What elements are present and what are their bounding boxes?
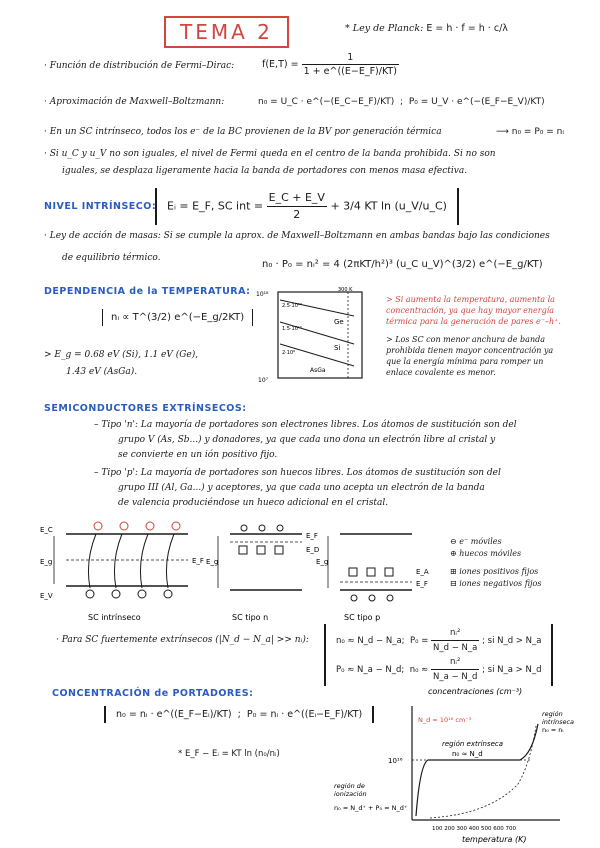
planck-law xyxy=(345,22,508,35)
n-donor-ion xyxy=(239,546,247,554)
intrinsic-text: · En un SC intrínseco, todos los e⁻ de la BC provienen de la BV por generación térmica xyxy=(44,127,442,137)
n-electron xyxy=(259,525,265,531)
legend-holes-text: huecos móviles xyxy=(459,549,522,558)
graph2-intr2: intrínseca xyxy=(542,718,575,726)
conc-sep: ; xyxy=(237,709,241,720)
strong-formula xyxy=(324,624,553,686)
graph2-y16: 10¹⁶ xyxy=(388,757,403,765)
p-ef-label: E_F xyxy=(416,580,428,588)
intr-electron xyxy=(172,522,180,530)
fermi-den: 1 + e^((E−E_F)/KT) xyxy=(303,66,397,77)
mb-formulas xyxy=(258,96,545,109)
extr-heading: SEMICONDUCTORES EXTRÍNSECOS: xyxy=(44,403,247,414)
p-hole xyxy=(351,595,357,601)
legend-pos-ions-text: iones positivos fijos xyxy=(459,567,539,576)
intr-hole xyxy=(86,590,94,598)
mb-text: · Aproximación de Maxwell–Boltzmann: xyxy=(44,97,225,107)
strong-r1-num: nᵢ² xyxy=(431,626,479,641)
strong-row1: n₀ ≈ N_d − N_a; P₀ = $\frac{\text{nᵢ²}}{N\_d - N\_a}$ ; si N_d > N_a xyxy=(336,628,542,653)
graph2-ion3: n₀ ≈ N_d⁺ + P₀ ≈ N_d⁺ xyxy=(334,804,408,812)
temp-eg-line2: 1.43 eV (AsGa). xyxy=(66,367,138,377)
p-hole xyxy=(387,595,393,601)
extr-n-block xyxy=(94,418,517,463)
fermi-lhs: f(E,T) = xyxy=(262,59,299,70)
strong-text: · Para SC fuertemente extrínsecos (|N_d − N_a| >> nᵢ): xyxy=(56,635,309,645)
graph1-ytop: 10¹⁸ xyxy=(256,291,269,298)
strong-r1-den: N_d − N_a xyxy=(433,643,478,653)
n-donor-ion xyxy=(275,546,283,554)
graph2-intr3: n₀ ≈ nᵢ xyxy=(542,726,564,734)
graph1-ybot: 10⁷ xyxy=(258,377,269,384)
nivel-plus: + xyxy=(330,199,340,213)
band-type-n xyxy=(206,525,319,622)
strong-r2-a: P₀ ≈ N_a − N_d xyxy=(336,665,402,675)
nivel-heading: NIVEL INTRÍNSECO: xyxy=(44,201,157,212)
intr-hole xyxy=(138,590,146,598)
temp-note1-l1: > Si aumenta la temperatura, aumenta la xyxy=(386,295,555,304)
temp-formula: nᵢ ∝ T^(3/2) e^(−E_g/2KT) xyxy=(102,309,253,326)
planck-formula: E = h · f = h · c/λ xyxy=(426,23,508,34)
band-legend xyxy=(450,536,541,590)
temp-heading: DEPENDENCIA de la TEMPERATURA: xyxy=(44,286,251,297)
masas-line1: · Ley de acción de masas: Si se cumple la aprox. de Maxwell–Boltzmann en ambas bandas bajo las condiciones xyxy=(44,231,550,241)
extr-n-l3: se convierte en un ión positivo fijo. xyxy=(118,450,278,460)
p-ea-label: E_A xyxy=(416,568,429,576)
conc-heading: CONCENTRACIÓN de PORTADORES: xyxy=(52,688,254,699)
graph1-v2: 1.5·10¹⁰ xyxy=(282,326,302,332)
intr-electron xyxy=(94,522,102,530)
n-donor-ion xyxy=(257,546,265,554)
nivel-num: E_C + E_V xyxy=(267,190,327,207)
legend-electron-icon: ⊖ xyxy=(450,537,460,546)
mb-f1: n₀ = U_C · e^(−(E_C−E_F)/KT) xyxy=(258,97,395,107)
intr-hole xyxy=(164,590,172,598)
extr-p-l3: de valencia produciéndose un hueco adicional en el cristal. xyxy=(118,498,389,508)
nonequal-line2: iguales, se desplaza ligeramente hacia la banda de portadores con menos masa efectiva. xyxy=(62,166,468,176)
temp-note2-l4: enlace covalente es menor. xyxy=(386,368,496,377)
extr-p-l2: grupo III (Al, Ga...) y aceptores, ya que cada uno acepta un electrón de la banda xyxy=(118,483,485,493)
legend-neg-ions-text: iones negativos fijos xyxy=(459,579,542,588)
temp-note2-l2: prohibida tienen mayor concentración ya xyxy=(386,346,554,355)
nivel-tail: KT ln (u_V/u_C) xyxy=(364,199,447,213)
conc-f1: n₀ = nᵢ · e^((E_F−Eᵢ)/KT) xyxy=(116,709,232,720)
graph2-ion2: ionización xyxy=(334,790,367,798)
extr-n-l2: grupo V (As, Sb...) y donadores, ya que cada uno dona un electrón libre al cristal y xyxy=(118,435,496,445)
strong-row2: P₀ ≈ N_a − N_d; n₀ ≈ $\frac{\text{nᵢ²}}{N\_a - N\_d}$ ; si N_a > N_d xyxy=(336,657,542,682)
temperature-band-graph xyxy=(256,286,376,386)
graph1-asga-label: AsGa xyxy=(310,367,326,374)
strong-r1-b: P₀ = xyxy=(409,636,429,646)
intr-transition-arrows xyxy=(88,534,174,588)
conc-f2: P₀ = nᵢ · e^((Eᵢ−E_F)/KT) xyxy=(246,709,363,720)
intr-eg-label: E_g xyxy=(40,558,53,566)
n-caption: SC tipo n xyxy=(232,613,269,622)
temp-note1 xyxy=(386,294,561,327)
intr-ef-label: E_F xyxy=(192,557,204,565)
fermi-formula xyxy=(262,51,399,78)
nonequal-line1: · Si u_C y u_V no son iguales, el nivel de Fermi queda en el centro de la banda prohibida. Si no son xyxy=(44,149,496,159)
p-caption: SC tipo p xyxy=(344,613,381,622)
p-acceptor-ion xyxy=(367,568,375,576)
temp-note2-l3: que la energía mínima para romper un xyxy=(386,357,544,366)
graph2-ion1: región de xyxy=(334,782,365,790)
nivel-den: 2 xyxy=(293,208,301,221)
graph1-v3: 2·10⁶ xyxy=(282,350,296,356)
mb-f2: P₀ = U_V · e^(−(E_F−E_V)/KT) xyxy=(408,97,545,107)
band-type-p xyxy=(316,534,429,622)
p-acceptor-ion xyxy=(349,568,357,576)
intr-electron xyxy=(146,522,154,530)
graph2-nd: N_d = 10¹⁶ cm⁻³ xyxy=(418,716,472,724)
p-acceptor-ion xyxy=(385,568,393,576)
graph1-300k: 300 K xyxy=(338,287,353,293)
n-electron xyxy=(241,525,247,531)
legend-electrons-text: e⁻ móviles xyxy=(459,537,502,546)
temp-note1-l2: concentración, ya que hay mayor energía xyxy=(386,306,555,315)
n-ed-label: E_D xyxy=(306,546,320,554)
legend-pos-ions xyxy=(450,566,541,578)
masas-line2: de equilibrio térmico. xyxy=(62,253,161,263)
intr-caption: SC intrínseco xyxy=(88,613,141,622)
extr-n-l1: – Tipo 'n': La mayoría de portadores son electrones libres. Los átomos de sustitución son del xyxy=(94,420,517,430)
legend-neg-ions xyxy=(450,578,541,590)
graph2-n0-curve xyxy=(416,724,538,816)
legend-holes xyxy=(450,548,541,560)
strong-r1-a: n₀ ≈ N_d − N_a xyxy=(336,636,402,646)
graph2-intr1: región xyxy=(542,710,563,718)
graph2-n0nd: n₀ ≈ N_d xyxy=(452,750,483,758)
intr-hole xyxy=(112,590,120,598)
graph1-ge-label: Ge xyxy=(334,318,344,326)
planck-label: * Ley de Planck: xyxy=(345,23,424,34)
temp-eg-line1: > E_g = 0.68 eV (Si), 1.1 eV (Ge), xyxy=(44,350,199,360)
intr-ec-label: E_C xyxy=(40,526,53,534)
temp-note2-l1: > Los SC con menor anchura de banda xyxy=(386,335,545,344)
legend-neg-ion-icon: ⊟ xyxy=(450,579,460,588)
legend-pos-ion-icon: ⊞ xyxy=(450,567,460,576)
strong-r2-den: N_a − N_d xyxy=(433,672,478,682)
n-electron xyxy=(277,525,283,531)
nivel-formula xyxy=(155,188,459,225)
strong-r1-c: ; si N_d > N_a xyxy=(482,636,542,646)
mb-sep: ; xyxy=(400,97,404,107)
fermi-num: 1 xyxy=(302,51,399,65)
fermi-text: · Función de distribución de Fermi–Dirac: xyxy=(44,61,235,71)
graph1-v1: 2.5·10¹³ xyxy=(282,303,302,309)
graph2-extr: región extrínseca xyxy=(442,740,504,748)
graph2-xlabel: temperatura (K) xyxy=(462,835,527,844)
graph2-title: concentraciones (cm⁻³) xyxy=(428,687,523,696)
strong-r2-b: n₀ ≈ xyxy=(409,665,429,675)
extr-p-block xyxy=(94,466,501,511)
graph2-ticks: 100 200 300 400 500 600 700 xyxy=(432,826,516,832)
n-eg-label: E_g xyxy=(206,558,219,566)
concentration-graph xyxy=(330,684,592,844)
strong-r2-num: nᵢ² xyxy=(431,655,479,670)
strong-r2-c: ; si N_a > N_d xyxy=(482,665,542,675)
p-eg-label: E_g xyxy=(316,558,329,566)
masas-formula: n₀ · P₀ = nᵢ² = 4 (2πKT/h²)³ (u_C u_V)^(3/2) e^(−E_g/KT) xyxy=(262,259,543,270)
n-ef-label: E_F xyxy=(306,532,318,540)
nivel-c34: 3/4 xyxy=(343,199,361,213)
graph1-si-label: Si xyxy=(334,344,341,352)
nivel-lhs: Eᵢ = E_F, SC int = xyxy=(167,199,264,213)
intr-ev-label: E_V xyxy=(40,592,53,600)
intrinsic-arrow: ⟶ n₀ = P₀ = nᵢ xyxy=(496,127,564,137)
legend-electrons xyxy=(450,536,541,548)
band-intrinsic xyxy=(40,522,204,622)
extr-p-l1: – Tipo 'p': La mayoría de portadores son huecos libres. Los átomos de sustitución son del xyxy=(94,468,501,478)
intr-electron xyxy=(120,522,128,530)
legend-hole-icon: ⊕ xyxy=(450,549,460,558)
page-title: TEMA 2 xyxy=(164,16,289,48)
temp-note1-l3: térmica para la generación de pares e⁻–h⁺. xyxy=(386,317,561,326)
conc-f3: * E_F − Eᵢ = KT ln (n₀/nᵢ) xyxy=(178,749,280,759)
p-hole xyxy=(369,595,375,601)
temp-note2 xyxy=(386,334,553,378)
